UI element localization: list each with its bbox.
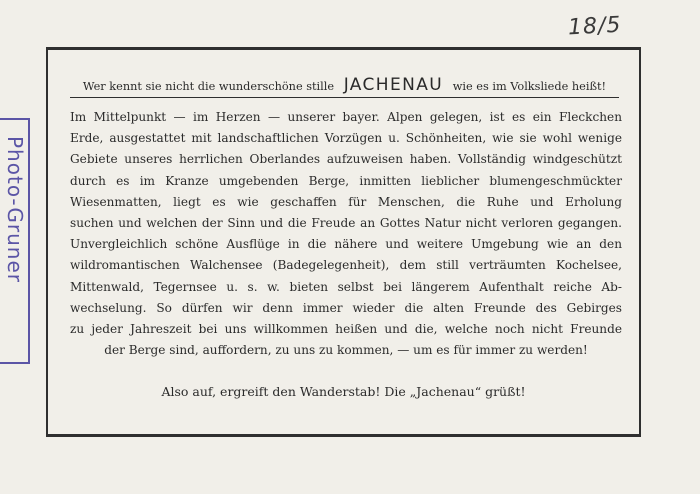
body-line: Erde, ausgestattet mit landschaftlichen Vorzügen u. Schönheiten, wie sie wohl wenige [70, 131, 622, 146]
body-line: Gebiete unseres herrlichen Oberlandes aufzuweisen haben. Vollständig windgeschützt [70, 152, 622, 167]
body-line: Unvergleichlich schöne Ausflüge in die nähere und weitere Umgebung wie an den [70, 237, 622, 252]
headline-after: wie es im Volksliede heißt! [452, 80, 607, 93]
body-line: wildromantischen Walchensee (Badegelegenheit), dem still verträumten Kochelsee, [70, 258, 622, 273]
body-text [70, 107, 622, 361]
handwritten-note: 18/5 [567, 12, 623, 41]
headline [70, 77, 619, 98]
body-line: durch es im Kranze umgebenden Berge, inmitten lieblicher blumengeschmückter [70, 173, 622, 188]
headline-before: Wer kennt sie nicht die wunderschöne stille [82, 80, 335, 93]
closing-line: Also auf, ergreift den Wanderstab! Die „Jachenau“ grüßt! [161, 384, 526, 399]
body-line: Mittenwald, Tegernsee u. s. w. bieten selbst bei längerem Aufenthalt reiche Ab- [70, 279, 622, 294]
stamp-text: Photo-Gruner [3, 136, 27, 283]
body-line: wechselung. So dürfen wir denn immer wieder die alten Freunde des Gebirges [70, 300, 622, 315]
text-card [46, 47, 641, 437]
body-line: Wiesenmatten, liegt es wie geschaffen für Menschen, die Ruhe und Erholung [70, 194, 622, 209]
headline-place-name: JACHENAU [343, 75, 444, 95]
body-line: der Berge sind, auffordern, zu uns zu kommen, — um es für immer zu werden! [104, 343, 588, 358]
body-line: suchen und welchen der Sinn und die Freude an Gottes Natur nicht verloren gegangen. [70, 215, 622, 230]
body-line: zu jeder Jahreszeit bei uns willkommen heißen und die, welche noch nicht Freunde [70, 321, 622, 336]
body-line: Im Mittelpunkt — im Herzen — unserer bayer. Alpen gelegen, ist es ein Fleckchen [70, 110, 622, 124]
photographer-stamp [0, 118, 30, 364]
